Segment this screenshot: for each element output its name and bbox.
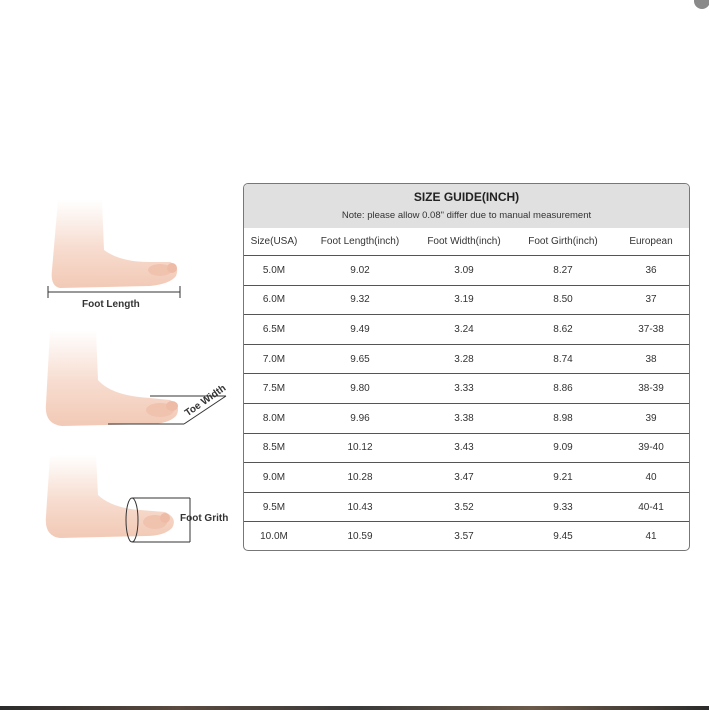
table-cell: 9.02 — [350, 264, 370, 276]
table-cell: 8.98 — [553, 412, 573, 424]
table-row — [244, 462, 689, 492]
table-cell: 9.96 — [350, 412, 370, 424]
table-cell: 6.5M — [262, 323, 286, 335]
table-note: Note: please allow 0.08" differ due to manual measurement — [341, 210, 592, 221]
table-row — [244, 285, 689, 315]
table-cell: 6.0M — [262, 294, 286, 306]
table-cell: 9.33 — [553, 501, 573, 513]
table-header — [244, 184, 689, 228]
table-cell: 3.38 — [454, 412, 474, 424]
table-cell: 37-38 — [638, 323, 664, 335]
table-cell: 8.5M — [262, 442, 286, 454]
table-cell: 10.12 — [347, 442, 373, 454]
table-cell: 38 — [645, 353, 657, 365]
table-cell: 5.0M — [262, 264, 286, 276]
table-cell: 8.74 — [553, 353, 573, 365]
foot-length-illustration — [48, 200, 180, 298]
table-cell: 10.0M — [260, 531, 288, 543]
table-row — [244, 403, 689, 433]
table-cell: 10.28 — [347, 471, 373, 483]
foot-length-label: Foot Length — [82, 299, 140, 310]
table-cell: 37 — [645, 294, 657, 306]
column-header: European — [629, 236, 673, 247]
table-cell: 8.62 — [553, 323, 573, 335]
table-cell: 38-39 — [638, 383, 664, 395]
table-cell: 3.57 — [454, 531, 474, 543]
table-row — [244, 314, 689, 344]
table-cell: 9.49 — [350, 323, 370, 335]
table-row — [244, 373, 689, 403]
table-row — [244, 255, 689, 285]
table-cell: 3.19 — [454, 294, 474, 306]
table-cell: 39 — [645, 412, 657, 424]
table-cell: 9.09 — [553, 442, 573, 454]
table-title: SIZE GUIDE(INCH) — [413, 190, 520, 204]
table-cell: 36 — [645, 264, 657, 276]
table-cell: 40 — [645, 471, 657, 483]
column-header: Foot Width(inch) — [427, 236, 501, 247]
table-cell: 7.5M — [262, 383, 286, 395]
foot-diagram-svg — [0, 0, 240, 560]
table-row — [244, 433, 689, 463]
table-cell: 3.43 — [454, 442, 474, 454]
table-cell: 40-41 — [638, 501, 664, 513]
table-cell: 9.45 — [553, 531, 573, 543]
foot-illustrations — [0, 0, 240, 560]
table-cell: 9.21 — [553, 471, 573, 483]
table-cell: 9.80 — [350, 383, 370, 395]
table-row — [244, 521, 689, 551]
table-body — [244, 255, 689, 551]
close-icon[interactable] — [694, 0, 709, 9]
column-header-row — [244, 228, 689, 255]
table-cell: 8.0M — [262, 412, 286, 424]
column-header: Foot Length(inch) — [320, 236, 400, 247]
column-header: Foot Girth(inch) — [528, 236, 598, 247]
table-cell: 10.43 — [347, 501, 373, 513]
foot-girth-illustration — [46, 455, 190, 542]
table-cell: 10.59 — [347, 531, 373, 543]
table-cell: 3.28 — [454, 353, 474, 365]
table-cell: 3.47 — [454, 471, 474, 483]
table-cell: 9.32 — [350, 294, 370, 306]
table-cell: 9.0M — [262, 471, 286, 483]
toe-width-label: Toe Width — [183, 382, 229, 420]
table-cell: 7.0M — [262, 353, 286, 365]
table-cell: 9.5M — [262, 501, 286, 513]
table-cell: 3.09 — [454, 264, 474, 276]
table-cell: 8.86 — [553, 383, 573, 395]
size-guide-table — [243, 183, 690, 551]
table-cell: 9.65 — [350, 353, 370, 365]
column-header: Size(USA) — [250, 236, 298, 247]
table-cell: 41 — [645, 531, 657, 543]
table-cell: 8.50 — [553, 294, 573, 306]
table-cell: 3.52 — [454, 501, 474, 513]
bottom-strip — [0, 706, 709, 710]
table-row — [244, 492, 689, 522]
foot-girth-label: Foot Grith — [180, 513, 229, 524]
table-cell: 3.24 — [454, 323, 474, 335]
table-cell: 3.33 — [454, 383, 474, 395]
table-cell: 39-40 — [638, 442, 664, 454]
table-cell: 8.27 — [553, 264, 573, 276]
table-row — [244, 344, 689, 374]
